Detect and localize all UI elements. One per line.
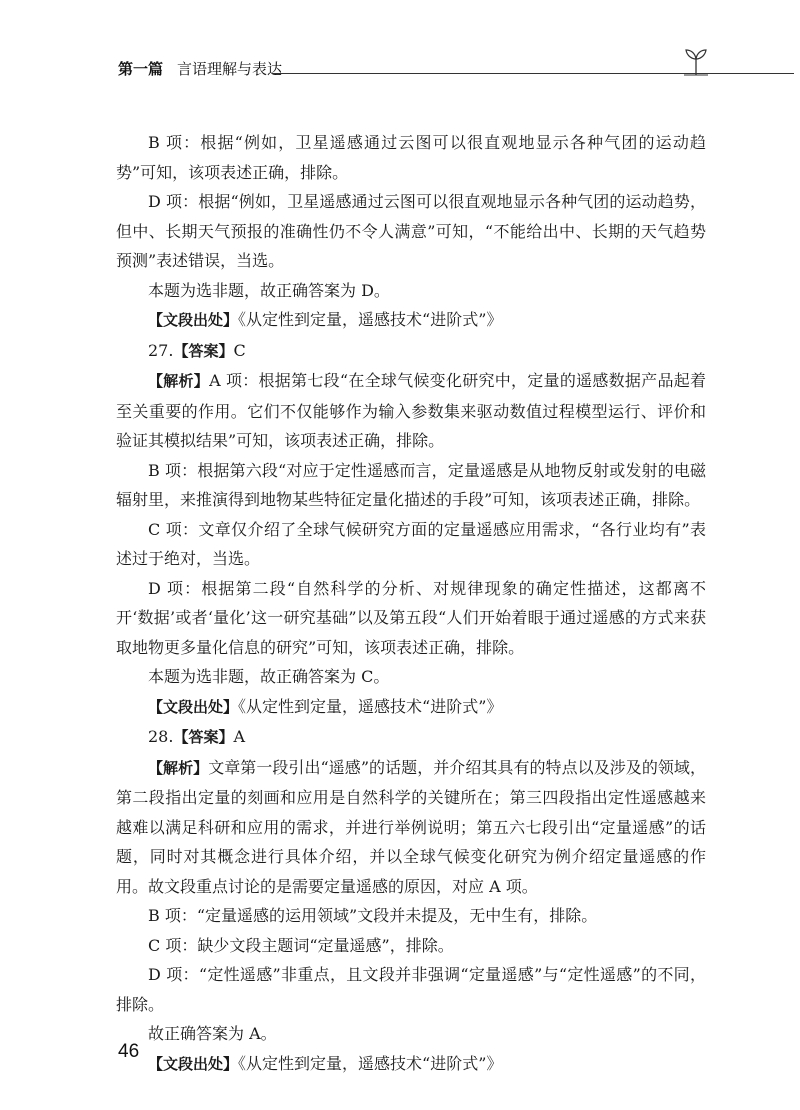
question-number: 28. — [148, 727, 174, 746]
paragraph-c-option: C 项：缺少文段主题词“定量遥感”，排除。 — [148, 935, 454, 955]
question-number: 27. — [148, 340, 174, 360]
running-header — [118, 58, 708, 84]
paragraph-answer-summary: 本题为选非题，故正确答案为 C。 — [148, 667, 390, 686]
answer-tag: 【答案】 — [173, 341, 234, 360]
header-rule — [272, 73, 794, 74]
analysis-tag: 【解析】 — [148, 758, 209, 777]
paragraph-b-option: B 项：“定量遥感的运用领域”文段并未提及，无中生有，排除。 — [148, 906, 598, 925]
paragraph-answer-27 — [116, 336, 706, 367]
paragraph-source: 【文段出处】《从定性到定量，遥感技术“进阶式”》 — [148, 1053, 503, 1073]
analysis-tag: 【解析】 — [148, 372, 210, 390]
paragraph-analysis-27: 【解析】A 项：根据第七段“在全球气候变化研究中，定量的遥感数据产品起着至关重要的作用。它们不仅能够作为输入参数集来驱动数值过程模型运行、评价和验证其模拟结果”可知，该项表述正确，排除。 — [116, 371, 706, 450]
paragraph-analysis-28: 【解析】文章第一段引出“遥感”的话题，并介绍其具有的特点以及涉及的领域，第二段指出定量的刻画和应用是自然科学的关键所在；第三四段指出定性遥感越来越难以满足科研和应用的需求，并进行举例说明；第五六七段引出“定量遥感”的话题，同时对其概念进行具体介绍，并以全球气候变化研究为例介绍定量遥感的作用。故文段重点讨论的是需要定量遥感的原因，对应 A 项。 — [116, 757, 706, 896]
answer-tag: 【答案】 — [173, 728, 234, 746]
paragraph-d-option: D 项：“定性遥感”非重点，且文段并非强调“定量遥感”与“定性遥感”的不同，排除。 — [116, 965, 706, 1014]
answer-value: C — [233, 340, 246, 360]
answer-explanations — [116, 128, 706, 1079]
paragraph-answer-28 — [116, 722, 706, 753]
paragraph-d-option: D 项：根据“例如，卫星遥感通过云图可以很直观地显示各种气团的运动趋势，但中、长期天气预报的准确性仍不令人满意”可知，“不能给出中、长期的天气趋势预测”表述错误，当选。 — [116, 192, 706, 270]
paragraph-b-option: B 项：根据第六段“对应于定性遥感而言，定量遥感是从地物反射或发射的电磁辐射里，来推演得到地物某些特征定量化描述的手段”可知，该项表述正确，排除。 — [116, 460, 706, 509]
page-number: 46 — [118, 1041, 140, 1062]
header-part: 第一篇 — [118, 60, 164, 78]
paragraph-answer-summary: 故正确答案为 A。 — [148, 1024, 277, 1043]
answer-value: A — [233, 727, 246, 746]
paragraph-c-option: C 项：文章仅介绍了全球气候研究方面的定量遥感应用需求，“各行业均有”表述过于绝对，当选。 — [116, 519, 706, 568]
paragraph-answer-summary: 本题为选非题，故正确答案为 D。 — [148, 280, 390, 300]
sprout-icon — [684, 46, 708, 76]
paragraph-source: 【文段出处】《从定性到定量，遥感技术“进阶式”》 — [148, 696, 503, 716]
paragraph-b-option: B 项：根据“例如，卫星遥感通过云图可以很直观地显示各种气团的运动趋势”可知，该项表述正确，排除。 — [116, 133, 706, 182]
source-tag: 【文段出处】 — [148, 1054, 239, 1073]
paragraph-d-option: D 项：根据第二段“自然科学的分析、对规律现象的确定性描述，这都离不开‘数据’或者‘量化’这一研究基础”以及第五段“人们开始着眼于通过遥感的方式来获取地物更多量化信息的研究”可知，该项表述正确，排除。 — [116, 578, 706, 657]
header-title — [118, 58, 282, 79]
paragraph-source: 【文段出处】《从定性到定量，遥感技术“进阶式”》 — [148, 310, 503, 329]
source-tag: 【文段出处】 — [148, 311, 239, 329]
source-tag: 【文段出处】 — [148, 697, 239, 716]
header-section-title: 言语理解与表达 — [177, 60, 283, 78]
